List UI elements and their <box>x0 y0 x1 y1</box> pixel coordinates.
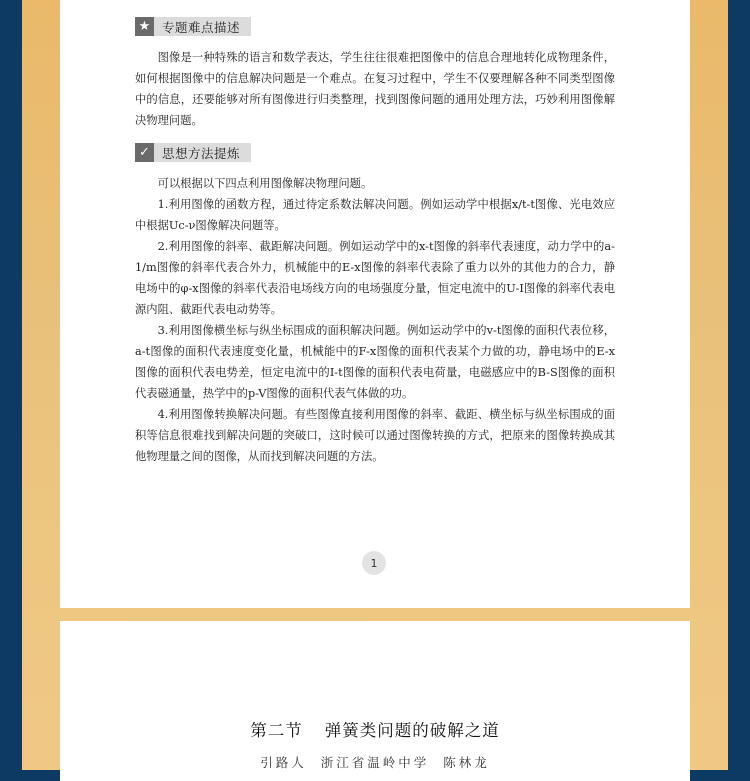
difficulty-description <box>135 47 615 131</box>
section-header-methods <box>135 143 251 162</box>
method-item-4: 4.利用图像转换解决问题。有些图像直接利用图像的斜率、截距、横坐标与纵坐标围成的面积等信息很难找到解决问题的突破口，这时候可以通过图像转换的方式，把原来的图像转换成其他物理量之间的图像，从而找到解决问题的方法。 <box>135 408 615 463</box>
section-header-difficulty <box>135 17 251 36</box>
check-icon: ✓ <box>135 143 154 162</box>
section-title-difficulty: 专题难点描述 <box>154 17 251 36</box>
methods-intro: 可以根据以下四点利用图像解决物理问题。 <box>157 177 373 190</box>
page-number-badge: 1 <box>362 551 386 575</box>
methods-body <box>135 173 615 467</box>
school-name: 浙江省温岭中学 <box>320 755 430 770</box>
method-item-1: 1.利用图像的函数方程，通过待定系数法解决问题。例如运动学中根据x/t-t图像、光电效应中根据Uc-ν图像解决问题等。 <box>135 198 615 232</box>
page-two <box>60 621 690 781</box>
section-title-methods: 思想方法提炼 <box>154 143 251 162</box>
star-icon: ★ <box>135 17 154 36</box>
method-item-3: 3.利用图像横坐标与纵坐标围成的面积解决问题。例如运动学中的v-t图像的面积代表位移，a-t图像的面积代表速度变化量，机械能中的F-x图像的面积代表某个力做的功，静电场中的E-x图像的面积代表电势差，恒定电流中的I-t图像的面积代表电荷量，电磁感应中的B-S图像的面积代表磁通量，热学中的p-V图像的面积代表气体做的功。 <box>135 324 615 400</box>
author-name: 陈林龙 <box>443 755 490 770</box>
page-one <box>60 0 690 608</box>
guide-label: 引路人 <box>260 755 307 770</box>
next-section-label: 第二节 <box>250 721 303 740</box>
next-section-heading <box>60 717 690 741</box>
next-section-title: 弹簧类问题的破解之道 <box>324 721 500 740</box>
author-line <box>60 753 690 771</box>
difficulty-paragraph: 图像是一种特殊的语言和数学表达，学生往往很难把图像中的信息合理地转化成物理条件，如何根据图像中的信息解决问题是一个难点。在复习过程中，学生不仅要理解各种不同类型图像中的信息，还要能够对所有图像进行归类整理，找到图像问题的通用处理方法，巧妙利用图像解决物理问题。 <box>135 51 615 127</box>
method-item-2: 2.利用图像的斜率、截距解决问题。例如运动学中的x-t图像的斜率代表速度，动力学中的a-1/m图像的斜率代表合外力，机械能中的E-x图像的斜率代表除了重力以外的其他力的合力，静电场中的φ-x图像的斜率代表沿电场线方向的电场强度分量，恒定电流中的U-I图像的斜率代表电源内阻、截距代表电动势等。 <box>135 240 615 316</box>
